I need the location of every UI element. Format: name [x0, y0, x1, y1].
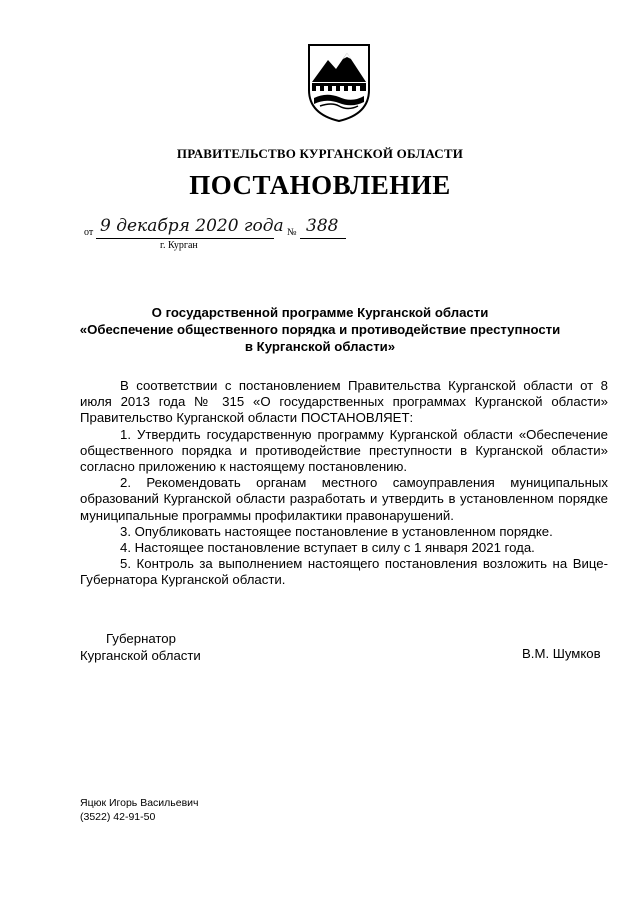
document-type-title: ПОСТАНОВЛЕНИЕ: [189, 170, 451, 200]
handwritten-date: 9 декабря 2020 года: [100, 216, 284, 236]
resolution-heading: [0, 304, 640, 355]
number-underline: [300, 238, 346, 239]
heading-line-2: «Обеспечение общественного порядка и противодействие преступности: [79, 322, 561, 337]
heading-line-1: О государственной программе Курганской области: [151, 305, 489, 320]
handwritten-number: 388: [306, 216, 339, 236]
clause-3: 3. Опубликовать настоящее постановление в установленном порядке.: [120, 523, 553, 539]
preamble-paragraph: В соответствии с постановлением Правительства Курганской области от 8 июля 2013 года № 315 «О государственных программах Курганской области» Правительство Курганской области ПОСТАНОВЛЯЕТ:: [80, 378, 608, 426]
clause-2: 2. Рекомендовать органам местного самоуправления муниципальных образований Курганской области разработать и утвердить в установленном порядке муниципальные программы профилактики правонарушений.: [80, 475, 608, 523]
clause-4: 4. Настоящее постановление вступает в силу с 1 января 2021 года.: [120, 540, 535, 556]
signatory-region: Курганской области: [80, 648, 201, 663]
clause-1: 1. Утвердить государственную программу Курганской области «Обеспечение общественного порядка и противодействие преступности в Курганской области» согласно приложению к настоящему постановлению.: [80, 426, 608, 475]
signatory-name: В.М. Шумков: [522, 646, 601, 661]
government-name: ПРАВИТЕЛЬСТВО КУРГАНСКОЙ ОБЛАСТИ: [176, 146, 464, 161]
coat-of-arms-emblem: [306, 42, 372, 124]
executor-name: Яцюк Игорь Васильевич: [80, 797, 199, 809]
heading-line-3: в Курганской области»: [244, 339, 396, 354]
number-label: №: [287, 227, 297, 238]
signatory-position: Губернатор: [106, 631, 176, 646]
date-underline: [96, 238, 274, 239]
from-label: от: [84, 227, 94, 238]
clause-5: 5. Контроль за выполнением настоящего постановления возложить на Вице-Губернатора Курганской области.: [80, 556, 608, 588]
place-label: г. Курган: [160, 240, 198, 251]
executor-contact: [80, 796, 199, 824]
resolution-body: [80, 378, 608, 589]
executor-phone: (3522) 42-91-50: [80, 811, 156, 823]
signatory-title: [80, 630, 201, 664]
